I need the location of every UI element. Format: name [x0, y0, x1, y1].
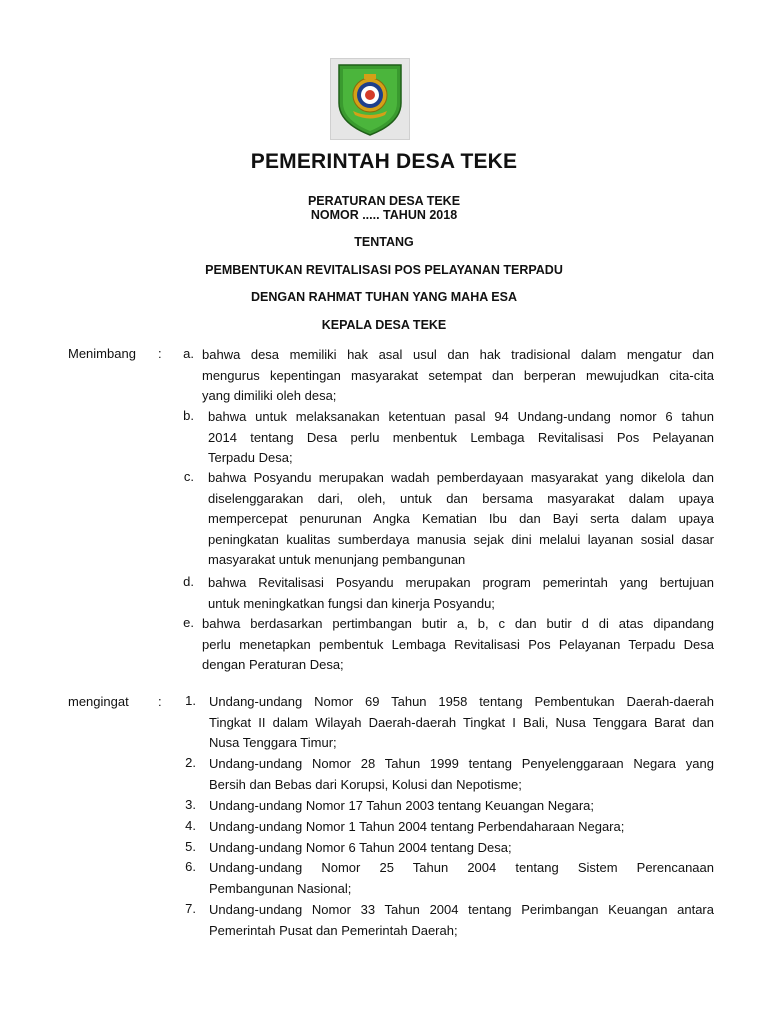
mengingat-item-text — [209, 838, 714, 859]
mengingat-item-text — [209, 796, 714, 817]
mengingat-item-text — [209, 858, 714, 899]
mengingat-item-marker: 6. — [185, 859, 196, 874]
menimbang-item-line: mengurus kepentingan masyarakat setempat dan berperan mewujudkan cita-cita — [202, 367, 714, 383]
mengingat-item-line: Undang-undang Nomor 69 Tahun 1958 tentang Pembentukan Daerah-daerah — [209, 694, 714, 709]
menimbang-item-line: bahwa untuk melaksanakan ketentuan pasal 94 Undang-undang nomor 6 tahun — [208, 409, 714, 424]
menimbang-item-line: yang dimiliki oleh desa; — [202, 388, 337, 403]
menimbang-item-text — [202, 573, 714, 614]
menimbang-item-line: bahwa berdasarkan pertimbangan butir a, b, c dan butir d di atas dipandang — [202, 616, 714, 631]
mengingat-item-text — [209, 754, 714, 795]
regulation-title: PERATURAN DESA TEKE — [307, 194, 461, 208]
menimbang-item-marker: d. — [183, 574, 194, 589]
menimbang-item-marker: e. — [183, 615, 194, 630]
mengingat-label: mengingat — [68, 694, 129, 709]
mengingat-colon: : — [158, 694, 162, 709]
menimbang-colon: : — [158, 346, 162, 361]
menimbang-item-line: bahwa Posyandu merupakan wadah pemberdayaan masyarakat yang dikelola dan — [208, 470, 714, 485]
mengingat-item-marker: 5. — [185, 839, 196, 854]
menimbang-item-line: diselenggarakan dari, oleh, untuk dan bersama masyarakat dalam upaya — [208, 490, 714, 506]
menimbang-item-text — [202, 614, 714, 676]
menimbang-item-line: peningkatan kualitas sumberdaya manusia sejak dini melalui layanan sosial dasar — [208, 531, 714, 547]
menimbang-item-line: perlu menetapkan pembentuk Lembaga Revitalisasi Pos Pelayanan Terpadu Desa — [202, 636, 714, 652]
menimbang-item-line: dengan Peraturan Desa; — [202, 657, 344, 672]
mengingat-item-marker: 4. — [185, 818, 196, 833]
menimbang-item-text — [202, 345, 714, 407]
mengingat-item-line: Pemerintah Pusat dan Pemerintah Daerah; — [209, 922, 458, 938]
mengingat-item-marker: 3. — [185, 797, 196, 812]
mengingat-item-line: Undang-undang Nomor 28 Tahun 1999 tentang Penyelenggaraan Negara yang — [209, 756, 714, 771]
rahmat-heading: DENGAN RAHMAT TUHAN YANG MAHA ESA — [251, 290, 517, 304]
mengingat-item-marker: 1. — [185, 693, 196, 708]
menimbang-item-line: Terpadu Desa; — [208, 450, 293, 465]
regional-emblem-icon — [331, 59, 409, 139]
mengingat-item-text — [209, 817, 714, 838]
mengingat-item-marker: 2. — [185, 755, 196, 770]
menimbang-item-line: masyarakat untuk menunjang pembangunan — [208, 552, 466, 567]
mengingat-item-line: Undang-undang Nomor 33 Tahun 2004 tentang Perimbangan Keuangan antara — [209, 902, 714, 917]
logo-frame — [330, 58, 410, 140]
mengingat-item-text — [209, 692, 714, 754]
menimbang-item-text — [202, 407, 714, 469]
menimbang-item-marker: b. — [183, 408, 194, 423]
mengingat-item-line: Undang-undang Nomor 1 Tahun 2004 tentang Perbendaharaan Negara; — [209, 819, 625, 834]
regulation-subject: PEMBENTUKAN REVITALISASI POS PELAYANAN TERPADU — [205, 263, 563, 277]
menimbang-item-line: bahwa Revitalisasi Posyandu merupakan program pemerintah yang bertujuan — [208, 575, 714, 590]
kepala-heading: KEPALA DESA TEKE — [321, 318, 447, 332]
mengingat-item-text — [209, 900, 714, 941]
menimbang-item-text — [202, 468, 714, 571]
menimbang-item-marker: a. — [183, 346, 194, 361]
mengingat-item-line: Undang-undang Nomor 25 Tahun 2004 tentang Sistem Perencanaan — [209, 860, 714, 875]
menimbang-item-line: untuk meningkatkan fungsi dan kinerja Posyandu; — [208, 595, 495, 611]
page-title: PEMERINTAH DESA TEKE — [250, 150, 518, 173]
menimbang-label: Menimbang — [68, 346, 136, 361]
mengingat-item-line: Undang-undang Nomor 6 Tahun 2004 tentang Desa; — [209, 840, 512, 855]
mengingat-item-line: Nusa Tenggara Timur; — [209, 735, 337, 750]
tentang-heading: TENTANG — [354, 235, 414, 249]
menimbang-item-line: 2014 tentang Desa perlu menbentuk Lembaga Revitalisasi Pos Pelayanan — [208, 429, 714, 445]
menimbang-item-marker: c. — [183, 469, 194, 484]
mengingat-item-line: Pembangunan Nasional; — [209, 880, 352, 896]
menimbang-item-line: mempercepat penurunan Angka Kematian Ibu dan Bayi serta dalam upaya — [208, 511, 714, 526]
mengingat-item-line: Bersih dan Bebas dari Korupsi, Kolusi dan Nepotisme; — [209, 776, 522, 792]
menimbang-item-line: bahwa desa memiliki hak asal usul dan hak tradisional dalam mengatur dan — [202, 347, 714, 362]
mengingat-item-line: Tingkat II dalam Wilayah Daerah-daerah Tingkat I Bali, Nusa Tenggara Barat dan — [209, 714, 714, 730]
mengingat-item-line: Undang-undang Nomor 17 Tahun 2003 tentang Keuangan Negara; — [209, 798, 595, 813]
mengingat-item-marker: 7. — [185, 901, 196, 916]
regulation-number: NOMOR ..... TAHUN 2018 — [310, 208, 458, 222]
